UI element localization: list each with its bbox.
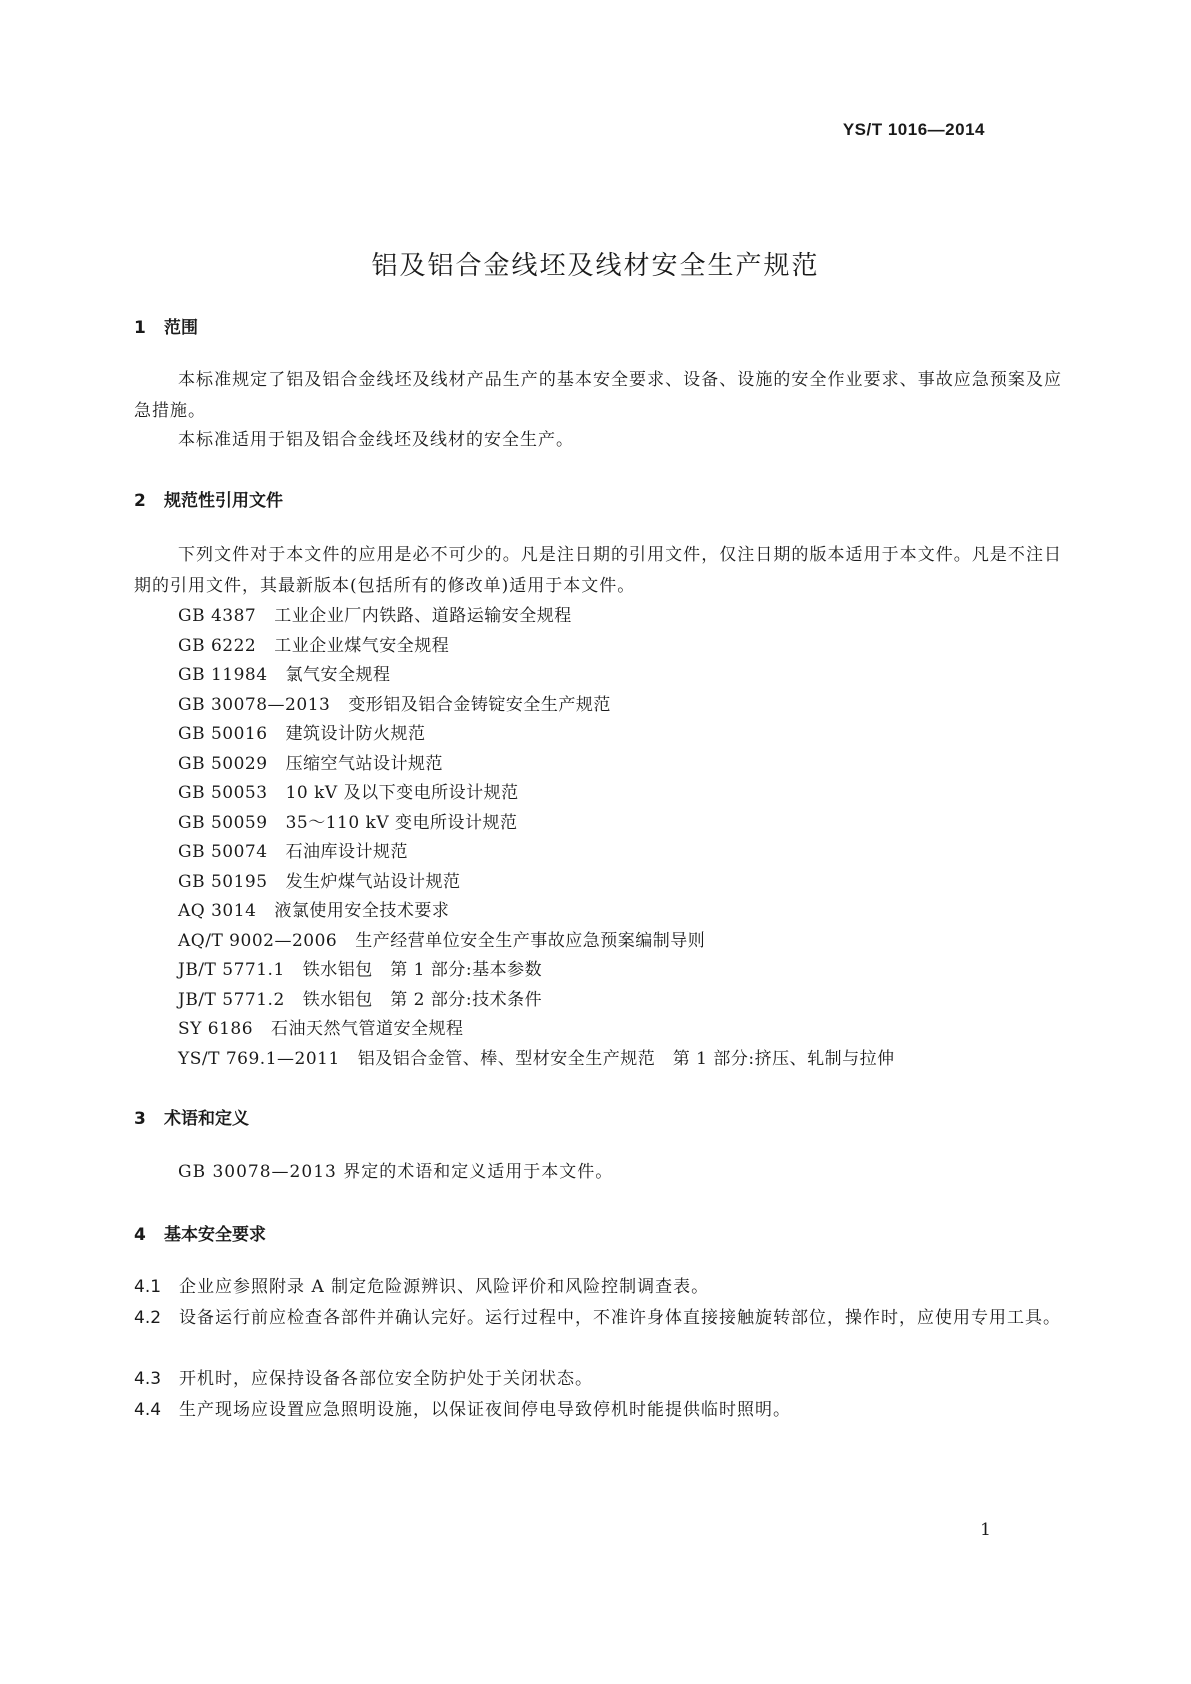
clause-4-3 <box>134 1364 1062 1395</box>
document-title: 铝及铝合金线坯及线材安全生产规范 <box>371 251 820 282</box>
clause-number: 4.1 <box>134 1277 162 1297</box>
reference-name: 氯气安全规程 <box>285 665 391 685</box>
reference-code: AQ/T 9002—2006 <box>178 931 338 951</box>
reference-item <box>178 1014 464 1039</box>
section-1-paragraph-2: 本标准适用于铝及铝合金线坯及线材的安全生产。 <box>178 430 574 450</box>
reference-code: JB/T 5771.1 <box>178 960 285 980</box>
reference-item <box>178 867 461 892</box>
reference-name: 压缩空气站设计规范 <box>285 754 444 774</box>
clause-4-2 <box>134 1303 1062 1334</box>
reference-item <box>178 985 542 1010</box>
reference-item <box>178 778 519 803</box>
section-title: 术语和定义 <box>164 1109 249 1129</box>
reference-item <box>178 601 572 626</box>
reference-name: 变形铝及铝合金铸锭安全生产规范 <box>348 695 611 715</box>
page-number: 1 <box>980 1520 991 1540</box>
reference-code: GB 50016 <box>178 724 268 744</box>
section-number: 1 <box>134 318 146 338</box>
clause-text: 设备运行前应检查各部件并确认完好。运行过程中，不准许身体直接接触旋转部位，操作时，应使用专用工具。 <box>179 1308 1062 1328</box>
clause-text: 生产现场应设置应急照明设施，以保证夜间停电导致停机时能提供临时照明。 <box>179 1400 792 1420</box>
reference-code: AQ 3014 <box>178 901 257 921</box>
section-3-heading <box>134 1104 249 1129</box>
section-1-heading <box>134 313 198 338</box>
reference-code: GB 50195 <box>178 872 268 892</box>
reference-name: 建筑设计防火规范 <box>285 724 426 744</box>
reference-item <box>178 660 391 685</box>
clause-text: 开机时，应保持设备各部位安全防护处于关闭状态。 <box>179 1369 594 1389</box>
reference-code: GB 50053 <box>178 783 268 803</box>
clause-4-1 <box>134 1272 1062 1303</box>
section-title: 范围 <box>164 318 198 338</box>
reference-code: GB 50059 <box>178 813 268 833</box>
reference-code: GB 11984 <box>178 665 268 685</box>
section-3-paragraph-1: GB 30078—2013 界定的术语和定义适用于本文件。 <box>178 1162 614 1182</box>
section-4-heading <box>134 1220 266 1245</box>
section-number: 4 <box>134 1225 146 1245</box>
reference-code: GB 50029 <box>178 754 268 774</box>
reference-name: 铁水铝包 第 2 部分:技术条件 <box>302 990 543 1010</box>
reference-name: 生产经营单位安全生产事故应急预案编制导则 <box>355 931 706 951</box>
reference-item <box>178 955 542 980</box>
reference-name: 35～110 kV 变电所设计规范 <box>285 813 518 833</box>
section-title: 规范性引用文件 <box>164 491 283 511</box>
reference-item <box>178 749 443 774</box>
reference-item <box>178 719 426 744</box>
section-2-paragraph-1: 下列文件对于本文件的应用是必不可少的。凡是注日期的引用文件，仅注日期的版本适用于本文件。凡是不注日期的引用文件，其最新版本(包括所有的修改单)适用于本文件。 <box>134 545 1062 596</box>
reference-code: GB 6222 <box>178 636 257 656</box>
clause-number: 4.3 <box>134 1369 162 1389</box>
reference-code: GB 50074 <box>178 842 268 862</box>
clause-text: 企业应参照附录 A 制定危险源辨识、风险评价和风险控制调查表。 <box>179 1277 710 1297</box>
reference-name: 工业企业煤气安全规程 <box>274 636 450 656</box>
reference-name: 液氯使用安全技术要求 <box>274 901 450 921</box>
section-title: 基本安全要求 <box>164 1225 266 1245</box>
reference-code: SY 6186 <box>178 1019 254 1039</box>
reference-name: 石油天然气管道安全规程 <box>271 1019 464 1039</box>
reference-item <box>178 631 449 656</box>
section-1-paragraph-1: 本标准规定了铝及铝合金线坯及线材产品生产的基本安全要求、设备、设施的安全作业要求、事故应急预案及应急措施。 <box>134 370 1062 421</box>
reference-code: GB 4387 <box>178 606 257 626</box>
reference-name: 铝及铝合金管、棒、型材安全生产规范 第 1 部分:挤压、轧制与拉伸 <box>357 1049 895 1069</box>
reference-name: 10 kV 及以下变电所设计规范 <box>285 783 519 803</box>
reference-name: 发生炉煤气站设计规范 <box>285 872 461 892</box>
section-number: 2 <box>134 491 146 511</box>
reference-item <box>178 808 518 833</box>
clause-number: 4.4 <box>134 1400 162 1420</box>
standard-code: YS/T 1016—2014 <box>842 120 985 139</box>
clause-number: 4.2 <box>134 1308 162 1328</box>
reference-item <box>178 690 611 715</box>
reference-item <box>178 896 449 921</box>
section-number: 3 <box>134 1109 146 1129</box>
reference-item <box>178 837 408 862</box>
reference-code: GB 30078—2013 <box>178 695 331 715</box>
reference-item <box>178 926 705 951</box>
reference-name: 工业企业厂内铁路、道路运输安全规程 <box>274 606 572 626</box>
reference-code: YS/T 769.1—2011 <box>178 1049 340 1069</box>
clause-4-4 <box>134 1395 1062 1426</box>
section-2-heading <box>134 486 283 511</box>
reference-item <box>178 1044 895 1069</box>
reference-code: JB/T 5771.2 <box>178 990 285 1010</box>
reference-name: 铁水铝包 第 1 部分:基本参数 <box>302 960 543 980</box>
reference-name: 石油库设计规范 <box>285 842 409 862</box>
